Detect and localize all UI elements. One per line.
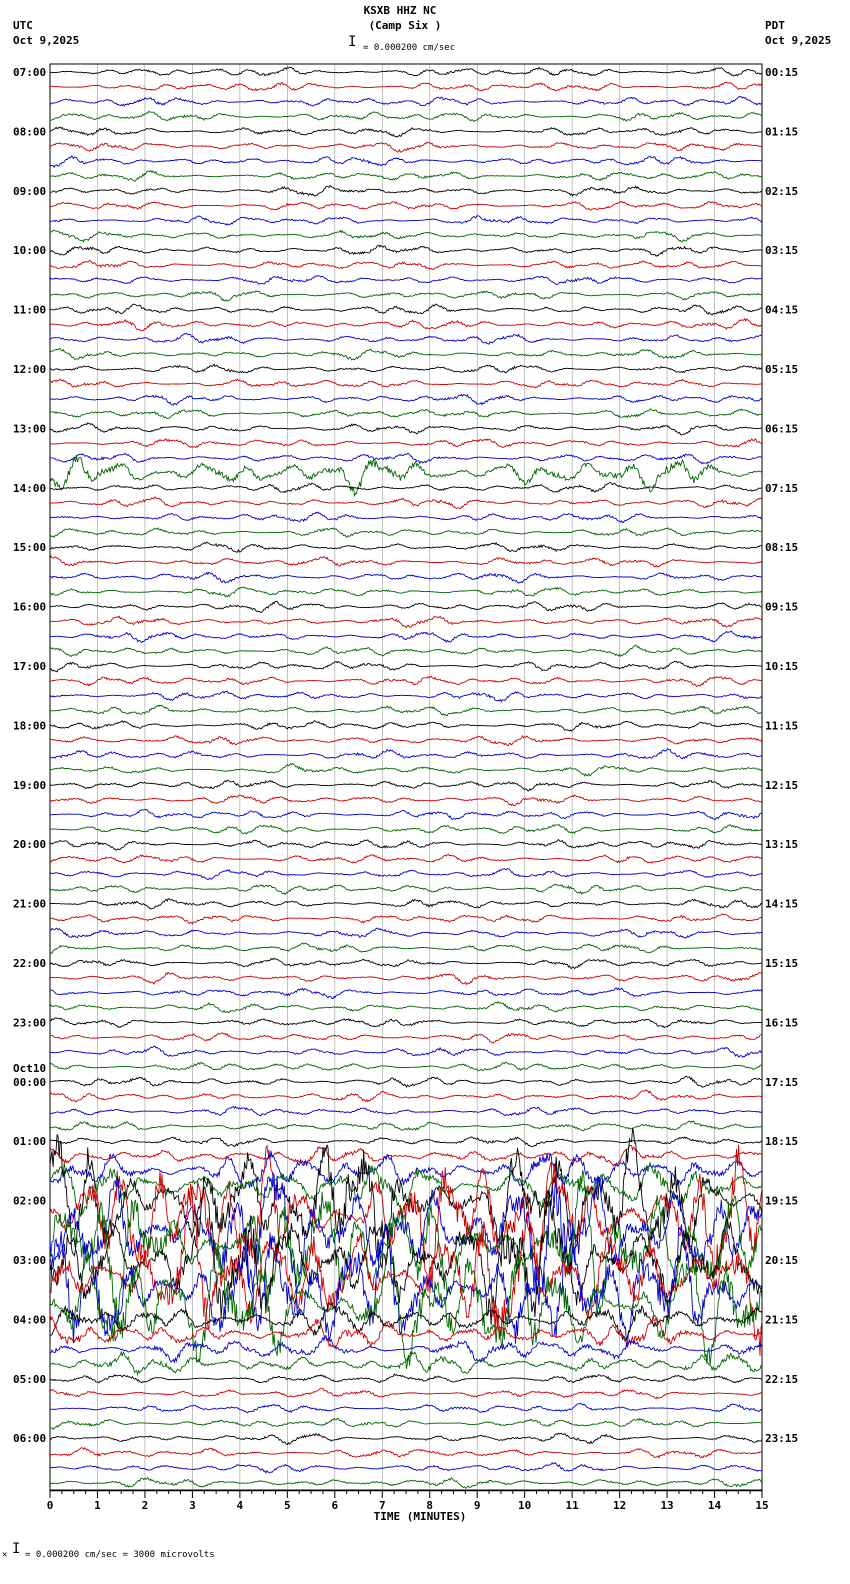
trace-h2-t2 xyxy=(50,216,762,225)
right-hour-label: 20:15 xyxy=(765,1254,799,1267)
left-date: Oct 9,2025 xyxy=(13,34,80,47)
trace-h12-t1 xyxy=(50,795,762,806)
right-hour-label: 09:15 xyxy=(765,600,799,614)
trace-h0-t2 xyxy=(50,96,762,106)
trace-h23-t2 xyxy=(50,1463,762,1473)
trace-h19-t3 xyxy=(50,1170,762,1327)
trace-h18-t0 xyxy=(50,1137,762,1147)
right-hour-label: 05:15 xyxy=(765,363,799,376)
left-hour-label: 21:00 xyxy=(13,897,47,911)
trace-h0-t1 xyxy=(50,82,762,91)
trace-h15-t0 xyxy=(50,958,762,968)
trace-h12-t2 xyxy=(50,809,762,819)
trace-h16-t3 xyxy=(50,1062,762,1070)
right-hour-label: 15:15 xyxy=(765,957,799,970)
trace-h2-t1 xyxy=(50,201,762,210)
trace-h10-t2 xyxy=(50,691,762,702)
trace-h6-t3 xyxy=(50,455,762,496)
trace-h23-t3 xyxy=(50,1478,762,1488)
left-hour-label: 23:00 xyxy=(13,1016,47,1030)
trace-h5-t2 xyxy=(50,394,762,405)
trace-h10-t3 xyxy=(50,705,762,715)
scale-bar-icon: I xyxy=(348,34,357,50)
trace-h14-t3 xyxy=(50,943,762,954)
seismogram-traces xyxy=(50,67,762,1488)
trace-h11-t3 xyxy=(50,764,762,776)
trace-h1-t1 xyxy=(50,142,762,152)
trace-h14-t1 xyxy=(50,914,762,924)
x-tick-label: 6 xyxy=(331,1499,339,1512)
trace-h13-t2 xyxy=(50,869,762,880)
trace-h17-t0 xyxy=(50,1076,762,1087)
right-hour-label: 06:15 xyxy=(765,422,799,436)
right-hour-label: 21:15 xyxy=(765,1313,799,1327)
x-tick-label: 5 xyxy=(284,1499,291,1512)
trace-h5-t1 xyxy=(50,379,762,388)
right-hour-label: 14:15 xyxy=(765,897,799,911)
trace-h8-t3 xyxy=(50,587,762,597)
x-tick-label: 4 xyxy=(236,1499,244,1512)
right-hour-label: 07:15 xyxy=(765,481,799,495)
left-timezone: UTC xyxy=(13,19,33,32)
left-hour-label: 14:00 xyxy=(13,481,47,495)
left-hour-label: 20:00 xyxy=(13,838,47,852)
trace-h7-t1 xyxy=(50,497,762,509)
trace-h1-t3 xyxy=(50,171,762,181)
trace-h16-t1 xyxy=(50,1033,762,1043)
left-hour-label: 04:00 xyxy=(13,1313,47,1327)
trace-h19-t0 xyxy=(50,1128,762,1268)
trace-h15-t2 xyxy=(50,988,762,999)
right-hour-label: 18:15 xyxy=(765,1135,799,1149)
trace-h4-t1 xyxy=(50,319,762,331)
trace-h13-t1 xyxy=(50,854,762,863)
x-tick-label: 8 xyxy=(426,1499,434,1512)
x-tick-label: 1 xyxy=(94,1499,101,1512)
trace-h22-t1 xyxy=(50,1388,762,1399)
right-hour-label: 23:15 xyxy=(765,1432,799,1446)
trace-h8-t0 xyxy=(50,542,762,552)
date-change-label: Oct10 xyxy=(13,1061,47,1075)
right-hour-label: 16:15 xyxy=(765,1016,799,1030)
footer-scale-text: = 0.000200 cm/sec = 3000 microvolts xyxy=(25,1550,215,1560)
right-hour-label: 03:15 xyxy=(765,244,799,258)
trace-h0-t3 xyxy=(50,111,762,121)
trace-h8-t1 xyxy=(50,556,762,567)
right-hour-label: 01:15 xyxy=(765,125,799,139)
left-hour-label: 13:00 xyxy=(13,422,47,436)
left-hour-label: 22:00 xyxy=(13,957,47,970)
trace-h13-t0 xyxy=(50,840,762,851)
x-tick-label: 7 xyxy=(378,1499,386,1512)
trace-h1-t0 xyxy=(50,127,762,137)
trace-h6-t2 xyxy=(50,453,762,464)
trace-h11-t0 xyxy=(50,721,762,731)
scale-text: = 0.000200 cm/sec xyxy=(363,43,456,53)
trace-h23-t0 xyxy=(50,1433,762,1444)
right-hour-label: 02:15 xyxy=(765,184,799,198)
trace-h15-t3 xyxy=(50,1002,762,1013)
trace-h1-t2 xyxy=(50,156,762,167)
trace-h5-t3 xyxy=(50,409,762,419)
trace-h7-t2 xyxy=(50,512,762,523)
trace-h9-t3 xyxy=(50,645,762,656)
trace-h13-t3 xyxy=(50,884,762,894)
trace-h16-t2 xyxy=(50,1046,762,1057)
x-axis-label: TIME (MINUTES) xyxy=(373,1510,467,1523)
trace-h22-t2 xyxy=(50,1403,762,1413)
left-hour-label: 01:00 xyxy=(13,1135,47,1149)
trace-h22-t3 xyxy=(50,1418,762,1429)
trace-h0-t0 xyxy=(50,67,762,76)
trace-h4-t3 xyxy=(50,349,762,360)
trace-h2-t3 xyxy=(50,230,762,242)
trace-h14-t2 xyxy=(50,928,762,938)
trace-h9-t1 xyxy=(50,616,762,627)
trace-h11-t2 xyxy=(50,749,762,759)
left-hour-label: 08:00 xyxy=(13,125,47,139)
right-hour-label: 11:15 xyxy=(765,719,799,733)
left-hour-label: 12:00 xyxy=(13,363,47,376)
right-hour-label: 12:15 xyxy=(765,778,799,792)
right-hour-label: 10:15 xyxy=(765,660,799,673)
trace-h4-t2 xyxy=(50,333,762,344)
right-date: Oct 9,2025 xyxy=(765,34,832,47)
trace-h9-t0 xyxy=(50,601,762,612)
left-hour-label: 00:00 xyxy=(13,1075,47,1089)
right-hour-label: 04:15 xyxy=(765,303,799,317)
trace-h14-t0 xyxy=(50,899,762,909)
left-hour-label: 19:00 xyxy=(13,778,47,792)
x-axis xyxy=(47,1490,769,1512)
trace-h9-t2 xyxy=(50,631,762,642)
x-tick-label: 13 xyxy=(660,1499,674,1512)
x-tick-label: 15 xyxy=(755,1499,769,1512)
left-hour-label: 11:00 xyxy=(13,303,47,317)
left-hour-label: 10:00 xyxy=(13,244,47,258)
right-hour-label: 13:15 xyxy=(765,838,799,852)
left-hour-label: 03:00 xyxy=(13,1254,47,1267)
right-timezone: PDT xyxy=(765,19,785,32)
trace-h10-t1 xyxy=(50,676,762,686)
trace-h12-t0 xyxy=(50,780,762,791)
trace-h18-t1 xyxy=(50,1145,762,1166)
right-hour-label: 00:15 xyxy=(765,66,799,79)
trace-h16-t0 xyxy=(50,1018,762,1028)
trace-h7-t3 xyxy=(50,528,762,538)
trace-h3-t0 xyxy=(50,245,762,256)
trace-h8-t2 xyxy=(50,572,762,583)
right-hour-label: 17:15 xyxy=(765,1075,799,1089)
x-tick-label: 14 xyxy=(707,1499,722,1512)
trace-h6-t0 xyxy=(50,423,762,435)
trace-h21-t2 xyxy=(50,1336,762,1363)
left-hour-label: 05:00 xyxy=(13,1372,47,1386)
left-hour-label: 17:00 xyxy=(13,660,47,673)
trace-h17-t2 xyxy=(50,1107,762,1116)
trace-h23-t1 xyxy=(50,1448,762,1458)
x-tick-label: 12 xyxy=(612,1499,627,1512)
trace-h22-t0 xyxy=(50,1374,762,1383)
trace-h17-t3 xyxy=(50,1121,762,1131)
x-tick-label: 0 xyxy=(46,1499,54,1512)
trace-h15-t1 xyxy=(50,972,762,984)
x-tick-label: 3 xyxy=(189,1499,196,1512)
left-hour-label: 18:00 xyxy=(13,719,47,733)
right-hour-label: 08:15 xyxy=(765,541,799,555)
x-tick-label: 2 xyxy=(141,1499,149,1512)
trace-h5-t0 xyxy=(50,364,762,373)
station-title: KSXB HHZ NC xyxy=(363,4,437,17)
station-location: (Camp Six ) xyxy=(368,19,442,32)
x-tick-label: 11 xyxy=(565,1499,579,1512)
footer-scale-bar-icon: I xyxy=(12,1541,21,1557)
trace-h3-t2 xyxy=(50,276,762,285)
left-hour-label: 06:00 xyxy=(13,1432,47,1446)
right-hour-label: 19:15 xyxy=(765,1194,799,1208)
trace-h10-t0 xyxy=(50,661,762,672)
left-hour-label: 09:00 xyxy=(13,184,47,198)
x-tick-label: 9 xyxy=(473,1499,481,1512)
trace-h4-t0 xyxy=(50,304,762,315)
left-hour-label: 07:00 xyxy=(13,66,47,79)
right-hour-label: 22:15 xyxy=(765,1372,799,1386)
footer-marker-icon: ✕ xyxy=(2,1550,8,1560)
trace-h6-t1 xyxy=(50,439,762,448)
trace-h11-t1 xyxy=(50,736,762,746)
trace-h17-t1 xyxy=(50,1090,762,1102)
trace-h3-t1 xyxy=(50,260,762,269)
trace-h3-t3 xyxy=(50,291,762,302)
left-hour-label: 15:00 xyxy=(13,541,47,555)
left-hour-label: 02:00 xyxy=(13,1194,47,1208)
x-tick-label: 10 xyxy=(518,1499,532,1512)
trace-h12-t3 xyxy=(50,825,762,834)
left-hour-label: 16:00 xyxy=(13,600,47,614)
trace-h2-t0 xyxy=(50,186,762,197)
